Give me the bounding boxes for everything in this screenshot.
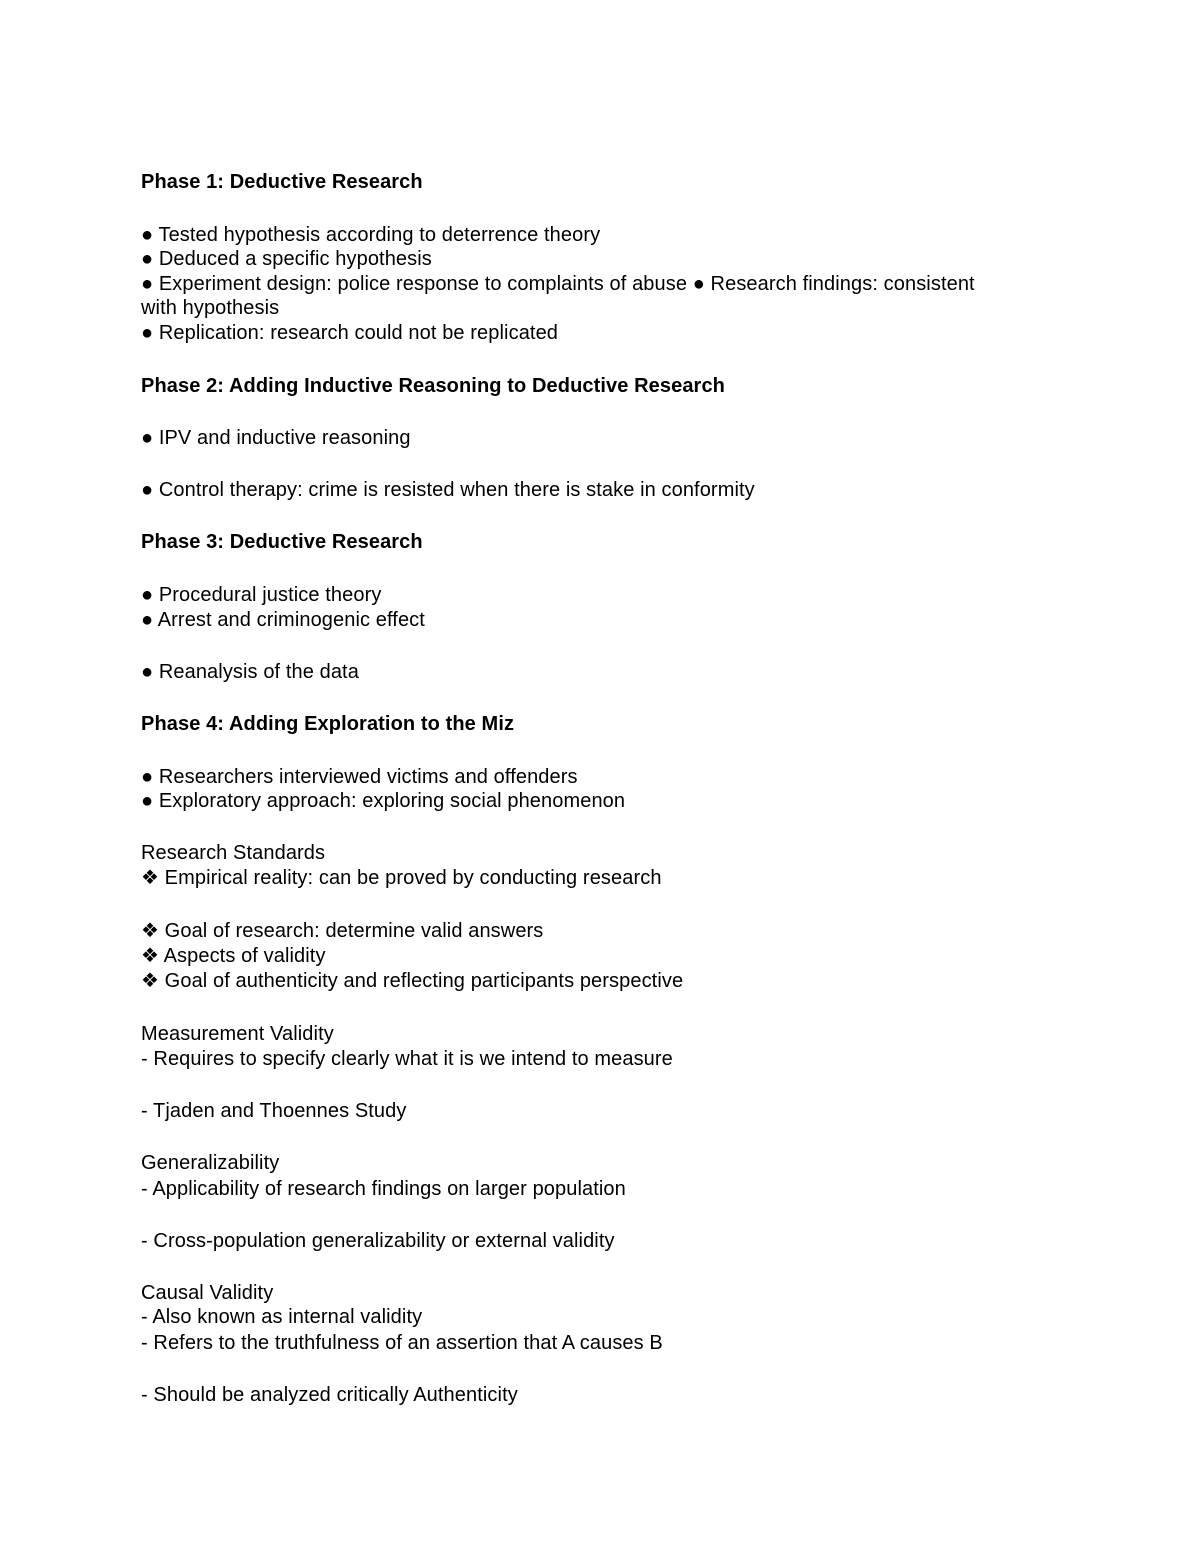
research-standards-item-4: ❖ Goal of authenticity and reflecting participants perspective [141,970,684,992]
causal-validity-item-2: - Refers to the truthfulness of an assertion that A causes B [141,1332,663,1354]
phase1-item-2: ● Deduced a specific hypothesis [141,248,432,270]
phase4-item-1: ● Researchers interviewed victims and offenders [141,766,578,788]
phase3-item-1: ● Procedural justice theory [141,584,382,606]
generalizability-item-2: - Cross-population generalizability or external validity [141,1230,615,1252]
phase1-item-1: ● Tested hypothesis according to deterrence theory [141,224,601,246]
measurement-validity-item-1: - Requires to specify clearly what it is we intend to measure [141,1048,673,1070]
phase4-item-2: ● Exploratory approach: exploring social phenomenon [141,790,626,812]
research-standards-item-3: ❖ Aspects of validity [141,945,326,967]
causal-validity-heading: Causal Validity [141,1282,274,1304]
research-standards-item-1: ❖ Empirical reality: can be proved by conducting research [141,867,662,889]
measurement-validity-item-2: - Tjaden and Thoennes Study [141,1100,407,1122]
generalizability-heading: Generalizability [141,1152,280,1174]
phase1-heading: Phase 1: Deductive Research [141,171,423,193]
phase2-heading: Phase 2: Adding Inductive Reasoning to Deductive Research [141,375,725,397]
phase1-item-3: ● Experiment design: police response to complaints of abuse ● Research findings: consistent [141,273,975,295]
phase2-item-1: ● IPV and inductive reasoning [141,427,411,449]
phase4-heading: Phase 4: Adding Exploration to the Miz [141,713,515,735]
generalizability-item-1: - Applicability of research findings on larger population [141,1178,626,1200]
phase1-item-4: ● Replication: research could not be replicated [141,322,559,344]
phase3-heading: Phase 3: Deductive Research [141,531,423,553]
research-standards-heading: Research Standards [141,842,326,864]
phase3-item-3: ● Reanalysis of the data [141,661,359,683]
phase2-item-2: ● Control therapy: crime is resisted when there is stake in conformity [141,479,755,501]
causal-validity-item-3: - Should be analyzed critically Authenticity [141,1384,518,1406]
phase3-item-2: ● Arrest and criminogenic effect [141,609,425,631]
causal-validity-item-1: - Also known as internal validity [141,1306,423,1328]
measurement-validity-heading: Measurement Validity [141,1023,334,1045]
phase1-item-3-continued: with hypothesis [141,297,280,319]
research-standards-item-2: ❖ Goal of research: determine valid answers [141,920,544,942]
